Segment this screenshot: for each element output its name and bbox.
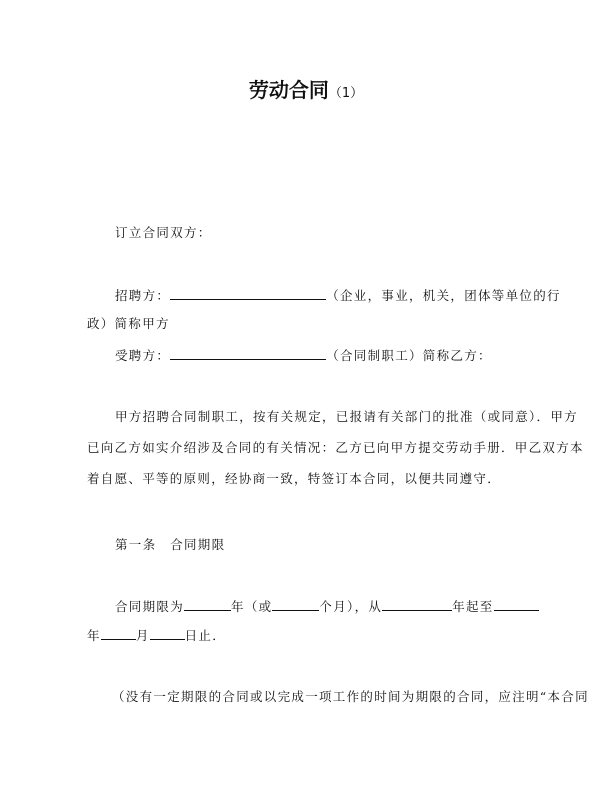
end-month-blank <box>101 627 136 640</box>
employee-line <box>115 347 492 364</box>
employee-label: 受聘方： <box>115 348 171 363</box>
document-title <box>0 74 612 103</box>
years-blank <box>184 598 231 611</box>
preamble-line: 着自愿、平等的原则，经协商一致，特签订本合同，以便共同遵守． <box>87 471 502 486</box>
term-text: 月 <box>135 628 150 643</box>
months-blank <box>272 598 319 611</box>
end-year-blank <box>494 598 539 611</box>
employee-note: （合同制职工）简称乙方： <box>326 348 492 363</box>
term-line <box>115 598 539 615</box>
employee-blank <box>170 347 326 360</box>
term-text: 年（或 <box>231 599 273 614</box>
end-day-blank <box>150 627 185 640</box>
employer-blank <box>170 287 326 300</box>
term-line-cont <box>87 627 226 644</box>
start-year-blank <box>382 598 452 611</box>
employer-label: 招聘方： <box>115 288 171 303</box>
title-suffix: （1） <box>328 86 364 101</box>
employer-note-cont: 政）简称甲方 <box>87 316 170 331</box>
term-text: 年 <box>87 628 101 643</box>
preamble-line: 甲方招聘合同制职工，按有关规定，已报请有关部门的批准（或同意）．甲方 <box>115 409 578 424</box>
term-text: 日止． <box>184 628 227 643</box>
article1-heading: 第一条 合同期限 <box>115 537 226 552</box>
term-text: 年起至 <box>452 599 494 614</box>
term-text: 合同期限为 <box>115 599 185 614</box>
parties-heading: 订立合同双方： <box>115 225 212 240</box>
article1-note: （没有一定期限的合同或以完成一项工作的时间为期限的合同，应注明“本合同 <box>112 689 589 704</box>
employer-line <box>115 287 561 304</box>
employer-note: （企业，事业，机关，团体等单位的行 <box>326 288 561 303</box>
term-text: 个月），从 <box>319 599 383 614</box>
title-main: 劳动合同 <box>248 78 329 102</box>
preamble-line: 已向乙方如实介绍涉及合同的有关情况：乙方已向甲方提交劳动手册．甲乙双方本 <box>87 440 584 455</box>
